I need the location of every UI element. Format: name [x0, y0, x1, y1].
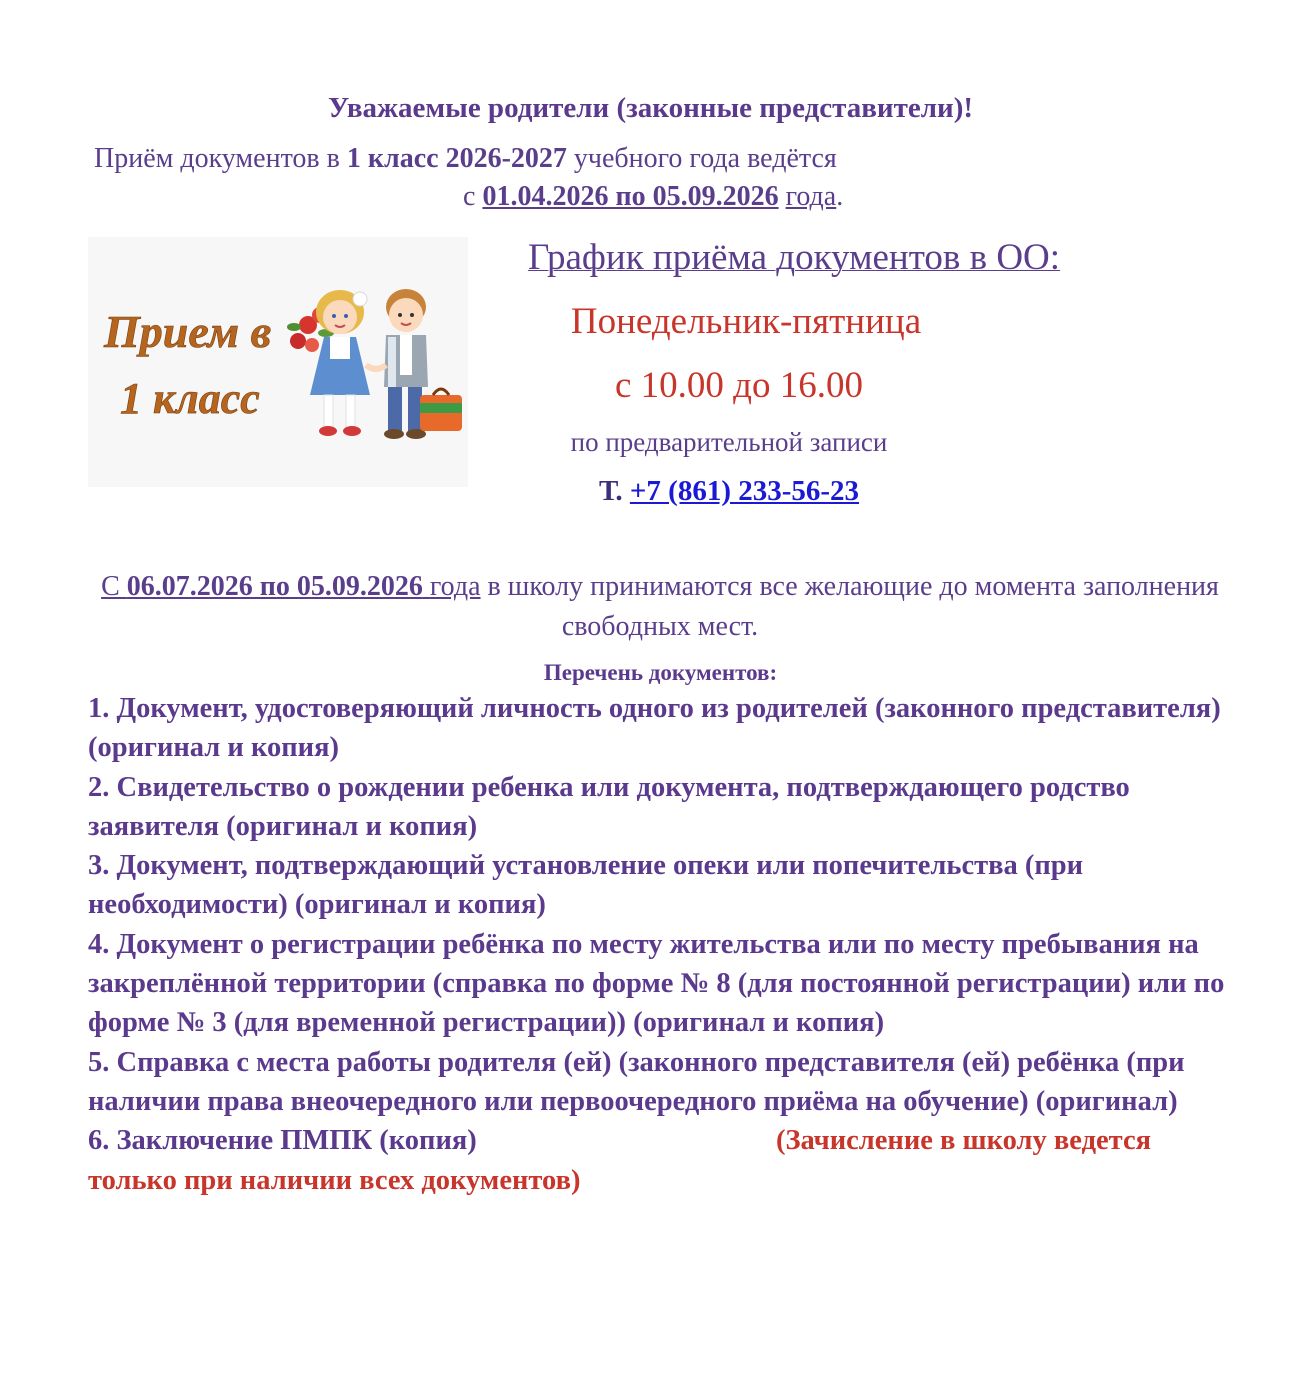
- open-period-from: С: [101, 571, 127, 602]
- first-grade-banner: [88, 237, 468, 487]
- open-period-dates: 06.07.2026 по 05.09.2026: [126, 571, 423, 602]
- schedule-hours: с 10.00 до 16.00: [615, 365, 863, 406]
- open-period-text: [90, 567, 1230, 647]
- enrollment-note-line-1: (Зачисление в школу ведется: [776, 1125, 1152, 1157]
- intro-middle: учебного года ведётся: [566, 143, 837, 174]
- document-item-6: 6. Заключение ПМПК (копия): [88, 1125, 477, 1157]
- documents-list: [88, 689, 1248, 1200]
- document-item-3: 3. Документ, подтверждающий установление опеки или попечительства (при необходимости) (оригинал и копия): [88, 850, 1084, 921]
- intro-line-1: [94, 143, 837, 175]
- banner-line-2: 1 класс: [120, 374, 260, 423]
- phone-line: [478, 475, 1110, 508]
- intro-prefix: Приём документов в: [94, 143, 347, 174]
- schedule-title: График приёма документов в ОО:: [527, 237, 1061, 278]
- children-illustration: [88, 237, 468, 487]
- document-item-4: 4. Документ о регистрации ребёнка по месту жительства или по месту пребывания на закреплённой территории (справка по форме № 8 (для постоянной регистрации) или по форме № 3 (для временной регистрации)) (оригинал и копия): [88, 928, 1225, 1039]
- enrollment-note-line-2: только при наличии всех документов): [88, 1164, 581, 1196]
- open-period-rest: в школу принимаются все желающие до момента заполнения свободных мест.: [480, 571, 1219, 642]
- open-period-year-word: года: [429, 571, 481, 602]
- schedule-days: Понедельник-пятница: [570, 301, 922, 342]
- schedule-note: по предварительной записи: [570, 427, 888, 457]
- banner-line-1: Прием в: [104, 306, 272, 357]
- intro-from: с: [463, 181, 483, 212]
- documents-title: Перечень документов:: [543, 660, 778, 685]
- phone-prefix: Т.: [598, 475, 630, 507]
- document-item-1: 1. Документ, удостоверяющий личность одного из родителей (законного представителя) (оригинал и копия): [88, 693, 1221, 764]
- intro-dates: 01.04.2026 по 05.09.2026: [482, 181, 779, 212]
- intro-grade: 1 класс 2026-2027: [346, 143, 567, 174]
- intro-year-word: года: [785, 181, 837, 212]
- phone-link[interactable]: +7 (861) 233-56-23: [629, 475, 860, 507]
- greeting-heading: Уважаемые родители (законные представители)!: [327, 92, 974, 124]
- intro-line-2: с 01.04.2026 по 05.09.2026 года.: [463, 181, 844, 212]
- document-item-2: 2. Свидетельство о рождении ребенка или документа, подтверждающего родство заявителя (оригинал и копия): [88, 771, 1130, 842]
- document-item-6-row: [88, 1121, 1248, 1160]
- document-item-5: 5. Справка с места работы родителя (ей) (законного представителя (ей) ребёнка (при наличии права внеочередного или первоочередного приёма на обучение) (оригинал): [88, 1046, 1185, 1117]
